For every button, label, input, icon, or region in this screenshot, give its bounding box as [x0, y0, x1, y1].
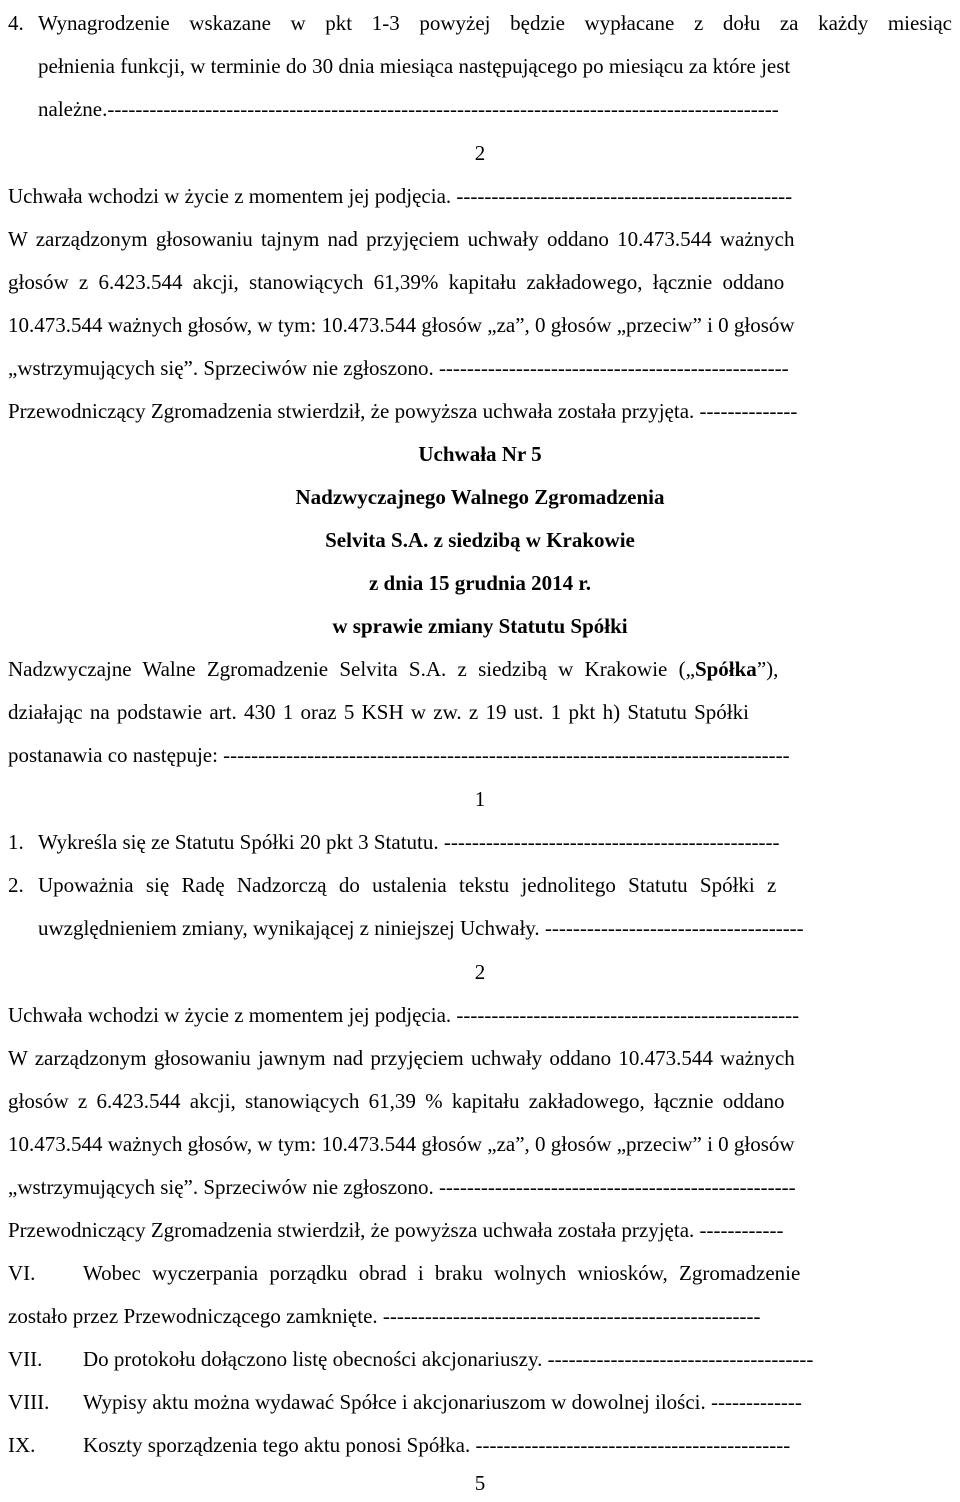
- resolution-5-vote-line-1: W zarządzonym głosowaniu jawnym nad przyjęciem uchwały oddano 10.473.544 ważnych: [8, 1046, 795, 1070]
- resolution-5-vote-line-5: Przewodniczący Zgromadzenia stwierdził, że powyższa uchwała została przyjęta. ------------: [8, 1218, 784, 1242]
- closing-item: [8, 1252, 952, 1295]
- resolution-company: Selvita S.A. z siedzibą w Krakowie: [325, 528, 635, 552]
- closing-item: [8, 1381, 952, 1424]
- intro-company-short-name: Spółka: [694, 657, 757, 681]
- resolution-4-vote-line-5: Przewodniczący Zgromadzenia stwierdził, że powyższa uchwała została przyjęta. --------------: [8, 399, 798, 423]
- list-item: [8, 821, 952, 864]
- closing-item-number: VII.: [8, 1347, 43, 1371]
- paragraph-4-number: 4.: [8, 11, 24, 35]
- section-1-heading: [8, 777, 952, 821]
- section-2-heading: [8, 131, 952, 175]
- intro-line-1-end: ”),: [756, 657, 779, 681]
- resolution-4-vote-line-2: głosów z 6.423.544 akcji, stanowiących 61,39% kapitału zakładowego, łącznie oddano: [8, 270, 785, 294]
- page-number: 5: [474, 1471, 486, 1495]
- closing-item: [8, 1338, 952, 1381]
- resolution-date: z dnia 15 grudnia 2014 r.: [368, 571, 592, 595]
- intro-line-2: działając na podstawie art. 430 1 oraz 5 KSH w zw. z 19 ust. 1 pkt h) Statutu Spółki: [8, 700, 749, 724]
- resolution-body: Nadzwyczajnego Walnego Zgromadzenia: [295, 485, 665, 509]
- resolution-4-vote-line-1: W zarządzonym głosowaniu tajnym nad przyjęciem uchwały oddano 10.473.544 ważnych: [8, 227, 795, 251]
- paragraph-4-line-2: pełnienia funkcji, w terminie do 30 dnia miesiąca następującego po miesiącu za które jest: [38, 54, 791, 78]
- resolution-5-vote-line-4: „wstrzymujących się”. Sprzeciwów nie zgłoszono. ---------------------------------------------------: [8, 1175, 796, 1199]
- list-item-line-2: uwzględnieniem zmiany, wynikającej z niniejszej Uchwały. -------------------------------------: [38, 916, 804, 940]
- intro-line-1-text: Nadzwyczajne Walne Zgromadzenie Selvita S.A. z siedzibą w Krakowie („: [8, 657, 695, 681]
- resolution-title: Uchwała Nr 5: [418, 442, 542, 466]
- paragraph-4-line-3: należne.------------------------------------------------------------------------------------------------: [38, 97, 779, 121]
- closing-item-line-1: Koszty sporządzenia tego aktu ponosi Spółka. ---------------------------------------------: [83, 1433, 791, 1457]
- paragraph-4-line-1: Wynagrodzenie wskazane w pkt 1-3 powyżej będzie wypłacane z dołu za każdy miesiąc: [38, 11, 952, 35]
- resolution-4-vote-line-4: „wstrzymujących się”. Sprzeciwów nie zgłoszono. --------------------------------------------------: [8, 356, 789, 380]
- closing-item-continuation: zostało przez Przewodniczącego zamknięte. ------------------------------------------------------: [8, 1304, 761, 1328]
- section-number: 2: [474, 141, 486, 165]
- closing-item-number: IX.: [8, 1433, 36, 1457]
- closing-item-line-1: Wypisy aktu można wydawać Spółce i akcjonariuszom w dowolnej ilości. -------------: [83, 1390, 802, 1414]
- closing-item: [8, 1424, 952, 1467]
- list-item-line-1: Wykreśla się ze Statutu Spółki 20 pkt 3 Statutu. ------------------------------------------------: [38, 830, 780, 854]
- closing-item-number: VIII.: [8, 1390, 50, 1414]
- list-item: [8, 864, 952, 950]
- resolution-5-vote-line-2: głosów z 6.423.544 akcji, stanowiących 61,39 % kapitału zakładowego, łącznie oddano: [8, 1089, 785, 1113]
- section-number: 2: [474, 960, 486, 984]
- closing-item-number: VI.: [8, 1261, 36, 1285]
- list-item-number: 1.: [8, 830, 24, 854]
- resolution-subject: w sprawie zmiany Statutu Spółki: [332, 614, 628, 638]
- section-2-heading: [8, 950, 952, 994]
- resolution-4-vote-line-3: 10.473.544 ważnych głosów, w tym: 10.473.544 głosów „za”, 0 głosów „przeciw” i 0 głosów: [8, 313, 795, 337]
- resolution-5-effect: Uchwała wchodzi w życie z momentem jej podjęcia. -------------------------------------------------: [8, 1003, 800, 1027]
- closing-item-line-1: Wobec wyczerpania porządku obrad i braku wolnych wniosków, Zgromadzenie: [83, 1261, 801, 1285]
- paragraph-4: [8, 2, 952, 131]
- resolution-5-vote-line-3: 10.473.544 ważnych głosów, w tym: 10.473.544 głosów „za”, 0 głosów „przeciw” i 0 głosów: [8, 1132, 795, 1156]
- closing-item-line-1: Do protokołu dołączono listę obecności akcjonariuszy. --------------------------------------: [83, 1347, 814, 1371]
- list-item-line-1: Upoważnia się Radę Nadzorczą do ustalenia tekstu jednolitego Statutu Spółki z: [38, 873, 777, 897]
- list-item-number: 2.: [8, 873, 24, 897]
- intro-line-3: postanawia co następuje: ---------------------------------------------------------------------------------: [8, 743, 790, 767]
- intro-line-1: [8, 648, 952, 691]
- section-number: 1: [474, 787, 486, 811]
- resolution-4-effect: Uchwała wchodzi w życie z momentem jej podjęcia. ------------------------------------------------: [8, 184, 793, 208]
